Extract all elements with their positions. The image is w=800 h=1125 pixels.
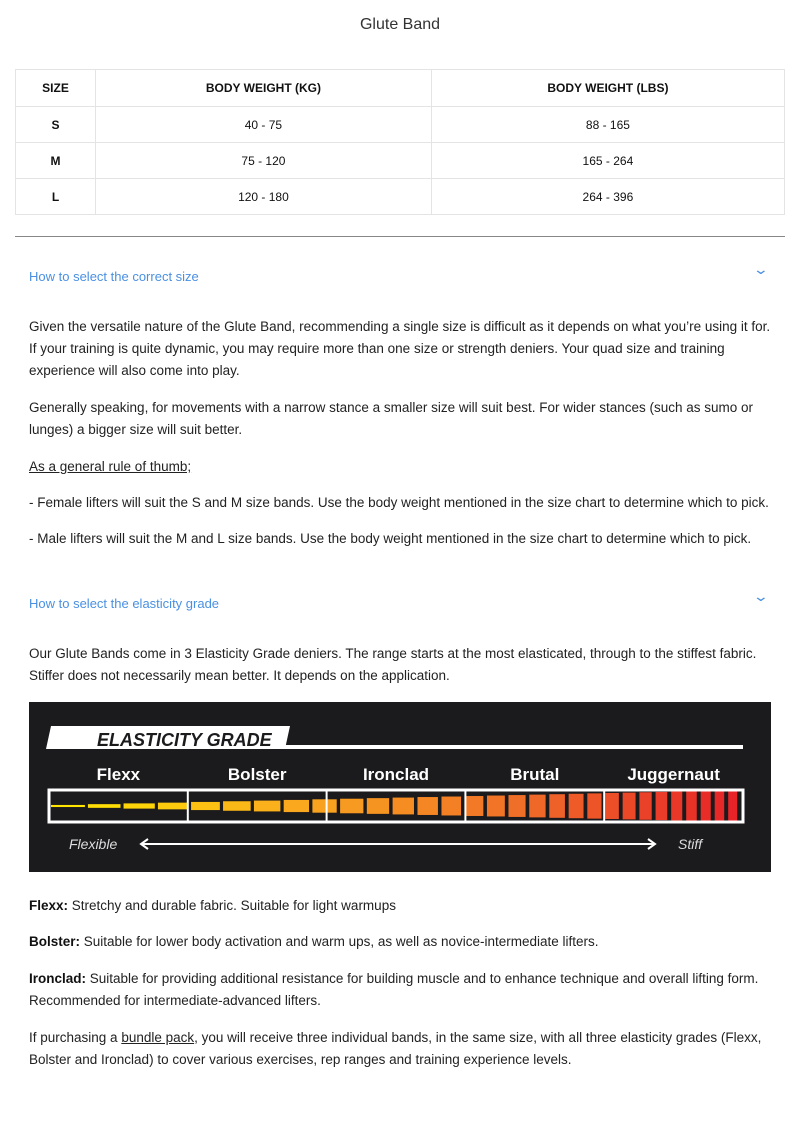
desc-term: Flexx: <box>29 898 69 913</box>
desc-term: Ironclad: <box>29 971 87 986</box>
grade-segment <box>441 797 461 816</box>
grade-segment <box>223 801 251 811</box>
table-row <box>16 107 785 143</box>
female-guidance: - Female lifters will suit the S and M size bands. Use the body weight mentioned in the size chart to determine which to pick. <box>29 495 769 510</box>
table-row <box>16 179 785 215</box>
grade-segment <box>715 791 725 822</box>
desc-text: If purchasing a <box>29 1030 122 1045</box>
grade-segment <box>254 801 280 812</box>
cell-kg: 40 - 75 <box>96 107 432 143</box>
accordion-label: How to select the elasticity grade <box>29 596 220 611</box>
grade-segment <box>51 805 85 807</box>
cell-size: M <box>16 143 96 179</box>
desc-text: , you will receive three individual bands, in the same size, with all three elasticity grades (Flexx, Bolster and Ironclad) to cover various exercises, rep ranges and training experience levels. <box>29 1030 762 1067</box>
grade-segment <box>393 798 414 815</box>
grade-label-ironclad: Ironclad <box>362 765 430 784</box>
bundle-pack-link[interactable]: bundle pack <box>121 1030 195 1045</box>
grade-label-bolster: Bolster <box>227 765 287 784</box>
cell-lbs: 88 - 165 <box>431 107 784 143</box>
size-paragraph-2: Generally speaking, for movements with a narrow stance a smaller size will suit best. For wider stances (such as sumo or lunges) a bigger size will suit better. <box>29 400 754 437</box>
desc-bolster <box>29 931 779 953</box>
table-row <box>16 143 785 179</box>
grade-label-flexx: Flexx <box>96 765 141 784</box>
table-header-row <box>16 70 785 107</box>
cell-lbs: 165 - 264 <box>431 143 784 179</box>
grade-segment <box>312 799 336 812</box>
male-guidance: - Male lifters will suit the M and L size bands. Use the body weight mentioned in the size chart to determine which to pick. <box>29 531 752 546</box>
grade-segment <box>340 799 363 814</box>
double-arrow-icon <box>141 839 655 849</box>
header-lbs: BODY WEIGHT (LBS) <box>431 70 784 107</box>
desc-term: Bolster: <box>29 934 81 949</box>
grade-segment <box>549 794 565 818</box>
stiff-label: Stiff <box>678 836 703 852</box>
grade-segment <box>529 795 545 818</box>
elasticity-grade-graphic <box>29 702 771 872</box>
header-size: SIZE <box>16 70 96 107</box>
graphic-heading: ELASTICITY GRADE <box>97 730 272 750</box>
cell-size: S <box>16 107 96 143</box>
grade-segment <box>465 796 484 816</box>
size-paragraph-1: Given the versatile nature of the Glute Band, recommending a single size is difficult as it depends on what you’re using it for. If your training is quite dynamic, you may require more than one size or strength deniers. Your quad size and training experience will also come into play. <box>29 319 771 378</box>
grade-segment <box>158 803 188 810</box>
grade-paragraph: Our Glute Bands come in 3 Elasticity Grade deniers. The range starts at the most elasticated, through to the stiffest fabric. Stiffer does not necessarily mean better. It depends on the application. <box>29 646 757 683</box>
page-title: Glute Band <box>359 16 441 33</box>
grade-segment <box>487 796 505 817</box>
grade-segment <box>569 794 584 818</box>
grade-segment <box>417 797 437 815</box>
cell-size: L <box>16 179 96 215</box>
chevron-down-icon[interactable]: ⌄ <box>752 261 770 277</box>
grade-segment <box>367 798 389 814</box>
flexible-label: Flexible <box>69 836 118 852</box>
chevron-down-icon[interactable]: ⌄ <box>752 588 770 604</box>
divider <box>15 236 785 237</box>
cell-kg: 75 - 120 <box>96 143 432 179</box>
grade-segment <box>656 792 668 820</box>
grade-segment <box>701 791 711 821</box>
accordion-elasticity-grade[interactable] <box>29 588 771 611</box>
header-kg: BODY WEIGHT (KG) <box>96 70 432 107</box>
grade-segment <box>124 803 155 808</box>
grade-label-brutal: Brutal <box>510 765 560 784</box>
grade-segment <box>728 790 737 821</box>
grade-segment <box>639 792 651 820</box>
size-chart-table <box>15 69 785 215</box>
bundle-paragraph <box>29 1027 764 1071</box>
heading-rule <box>285 745 743 749</box>
desc-ironclad <box>29 968 774 1012</box>
desc-text: Suitable for providing additional resistance for building muscle and to enhance technique and overall lifting form. Recommended for intermediate-advanced lifters. <box>29 971 759 1008</box>
grade-segment <box>284 800 309 812</box>
grade-segment <box>587 793 601 818</box>
grade-segment <box>191 802 220 810</box>
grade-segment <box>671 792 682 821</box>
accordion-label: How to select the correct size <box>29 269 199 284</box>
grade-segment <box>605 793 619 819</box>
rule-of-thumb: As a general rule of thumb; <box>29 459 192 474</box>
grade-segment <box>88 804 121 808</box>
grade-segment <box>623 793 636 820</box>
cell-kg: 120 - 180 <box>96 179 432 215</box>
accordion-correct-size[interactable] <box>29 261 771 284</box>
desc-text: Stretchy and durable fabric. Suitable for light warmups <box>68 898 396 913</box>
desc-text: Suitable for lower body activation and warm ups, as well as novice-intermediate lifters. <box>80 934 599 949</box>
grade-label-juggernaut: Juggernaut <box>627 765 720 784</box>
grade-segment <box>686 791 697 821</box>
desc-flexx <box>29 895 779 917</box>
grade-segment <box>508 795 525 817</box>
cell-lbs: 264 - 396 <box>431 179 784 215</box>
